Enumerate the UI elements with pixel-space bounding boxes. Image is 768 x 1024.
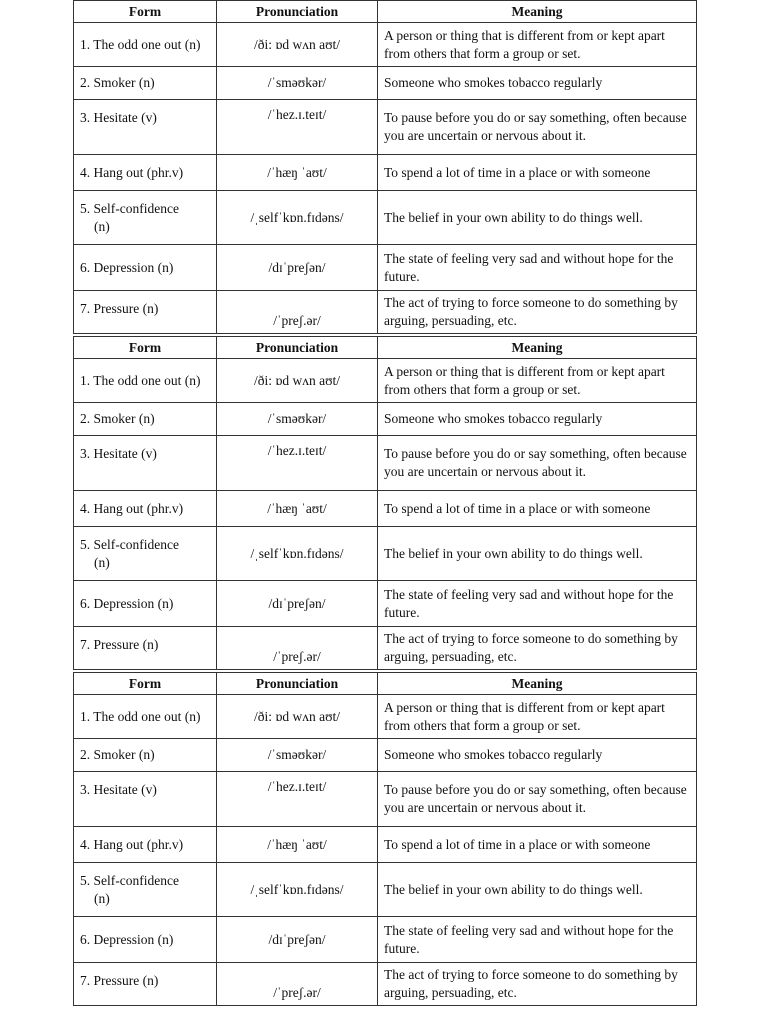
table-row <box>74 827 697 863</box>
table-row <box>74 291 697 334</box>
meaning-cell: The act of trying to force someone to do something by arguing, persuading, etc. <box>378 291 697 334</box>
pronunciation-cell: /ˈpreʃ.ər/ <box>217 627 378 670</box>
table-row <box>74 491 697 527</box>
form-pos: (n) <box>94 554 110 570</box>
form-cell: 2. Smoker (n) <box>74 67 217 100</box>
pronunciation-cell: /ˈhæŋ ˈaʊt/ <box>217 155 378 191</box>
form-cell: 7. Pressure (n) <box>74 627 217 670</box>
form-cell: 7. Pressure (n) <box>74 963 217 1006</box>
form-cell: 4. Hang out (phr.v) <box>74 827 217 863</box>
pronunciation-cell: /ˈhez.ɪ.teɪt/ <box>217 100 378 155</box>
header-pronunciation: Pronunciation <box>217 337 378 359</box>
header-pronunciation: Pronunciation <box>217 673 378 695</box>
table-row <box>74 627 697 670</box>
meaning-cell: Someone who smokes tobacco regularly <box>378 403 697 436</box>
table-row <box>74 963 697 1006</box>
form-cell: 4. Hang out (phr.v) <box>74 155 217 191</box>
pronunciation-cell: /ði: ɒd wʌn aʊt/ <box>217 695 378 739</box>
form-cell: 7. Pressure (n) <box>74 291 217 334</box>
header-row <box>74 673 697 695</box>
meaning-cell: To spend a lot of time in a place or with someone <box>378 491 697 527</box>
form-cell: 3. Hesitate (v) <box>74 772 217 827</box>
header-row <box>74 337 697 359</box>
meaning-cell: The state of feeling very sad and without hope for the future. <box>378 245 697 291</box>
meaning-cell: The act of trying to force someone to do something by arguing, persuading, etc. <box>378 627 697 670</box>
header-form: Form <box>74 1 217 23</box>
form-cell <box>74 863 217 917</box>
pronunciation-cell: /dɪˈpreʃən/ <box>217 581 378 627</box>
meaning-cell: A person or thing that is different from or kept apart from others that form a group or set. <box>378 23 697 67</box>
table-row <box>74 695 697 739</box>
table-row <box>74 245 697 291</box>
form-text: 5. Self-confidence <box>80 872 179 888</box>
header-row <box>74 1 697 23</box>
meaning-cell: To pause before you do or say something, often because you are uncertain or nervous about it. <box>378 100 697 155</box>
form-cell: 1. The odd one out (n) <box>74 23 217 67</box>
table-row <box>74 527 697 581</box>
header-meaning: Meaning <box>378 1 697 23</box>
header-form: Form <box>74 673 217 695</box>
table-row <box>74 23 697 67</box>
pronunciation-cell: /ˈpreʃ.ər/ <box>217 963 378 1006</box>
form-cell: 3. Hesitate (v) <box>74 436 217 491</box>
table-row <box>74 403 697 436</box>
form-cell: 2. Smoker (n) <box>74 403 217 436</box>
vocab-table-2 <box>73 336 697 670</box>
meaning-cell: The belief in your own ability to do things well. <box>378 527 697 581</box>
pronunciation-cell: /ˈsməʊkər/ <box>217 739 378 772</box>
header-pronunciation: Pronunciation <box>217 1 378 23</box>
pronunciation-cell: /ˌselfˈkɒn.fɪdəns/ <box>217 863 378 917</box>
meaning-cell: The belief in your own ability to do things well. <box>378 191 697 245</box>
pronunciation-cell: /ði: ɒd wʌn aʊt/ <box>217 359 378 403</box>
meaning-cell: To spend a lot of time in a place or with someone <box>378 827 697 863</box>
form-pos: (n) <box>94 890 110 906</box>
form-cell: 6. Depression (n) <box>74 581 217 627</box>
pronunciation-cell: /ˌselfˈkɒn.fɪdəns/ <box>217 527 378 581</box>
meaning-cell: Someone who smokes tobacco regularly <box>378 739 697 772</box>
table-row <box>74 863 697 917</box>
form-pos: (n) <box>94 218 110 234</box>
table-row <box>74 155 697 191</box>
table-row <box>74 359 697 403</box>
table-row <box>74 100 697 155</box>
vocab-table-1 <box>73 0 697 334</box>
vocab-table-3 <box>73 672 697 1006</box>
form-cell: 6. Depression (n) <box>74 245 217 291</box>
header-meaning: Meaning <box>378 673 697 695</box>
pronunciation-cell: /ˈsməʊkər/ <box>217 403 378 436</box>
form-cell: 4. Hang out (phr.v) <box>74 491 217 527</box>
meaning-cell: The state of feeling very sad and without hope for the future. <box>378 581 697 627</box>
pronunciation-cell: /ˈhez.ɪ.teɪt/ <box>217 772 378 827</box>
meaning-cell: Someone who smokes tobacco regularly <box>378 67 697 100</box>
form-cell <box>74 527 217 581</box>
pronunciation-cell: /ˈhez.ɪ.teɪt/ <box>217 436 378 491</box>
table-row <box>74 436 697 491</box>
table-row <box>74 581 697 627</box>
meaning-cell: The state of feeling very sad and without hope for the future. <box>378 917 697 963</box>
meaning-cell: The act of trying to force someone to do something by arguing, persuading, etc. <box>378 963 697 1006</box>
form-cell: 2. Smoker (n) <box>74 739 217 772</box>
pronunciation-cell: /dɪˈpreʃən/ <box>217 917 378 963</box>
form-cell: 3. Hesitate (v) <box>74 100 217 155</box>
vocabulary-sheet <box>73 0 696 1006</box>
meaning-cell: To pause before you do or say something, often because you are uncertain or nervous about it. <box>378 772 697 827</box>
meaning-cell: A person or thing that is different from or kept apart from others that form a group or set. <box>378 695 697 739</box>
pronunciation-cell: /ˌselfˈkɒn.fɪdəns/ <box>217 191 378 245</box>
table-row <box>74 739 697 772</box>
pronunciation-cell: /ˈhæŋ ˈaʊt/ <box>217 827 378 863</box>
meaning-cell: A person or thing that is different from or kept apart from others that form a group or set. <box>378 359 697 403</box>
header-meaning: Meaning <box>378 337 697 359</box>
table-row <box>74 67 697 100</box>
table-row <box>74 772 697 827</box>
form-text: 5. Self-confidence <box>80 200 179 216</box>
pronunciation-cell: /dɪˈpreʃən/ <box>217 245 378 291</box>
meaning-cell: The belief in your own ability to do things well. <box>378 863 697 917</box>
form-text: 5. Self-confidence <box>80 536 179 552</box>
pronunciation-cell: /ˈsməʊkər/ <box>217 67 378 100</box>
form-cell: 6. Depression (n) <box>74 917 217 963</box>
form-cell <box>74 191 217 245</box>
table-row <box>74 191 697 245</box>
meaning-cell: To pause before you do or say something, often because you are uncertain or nervous about it. <box>378 436 697 491</box>
meaning-cell: To spend a lot of time in a place or with someone <box>378 155 697 191</box>
header-form: Form <box>74 337 217 359</box>
form-cell: 1. The odd one out (n) <box>74 359 217 403</box>
form-cell: 1. The odd one out (n) <box>74 695 217 739</box>
pronunciation-cell: /ˈpreʃ.ər/ <box>217 291 378 334</box>
pronunciation-cell: /ði: ɒd wʌn aʊt/ <box>217 23 378 67</box>
table-row <box>74 917 697 963</box>
pronunciation-cell: /ˈhæŋ ˈaʊt/ <box>217 491 378 527</box>
